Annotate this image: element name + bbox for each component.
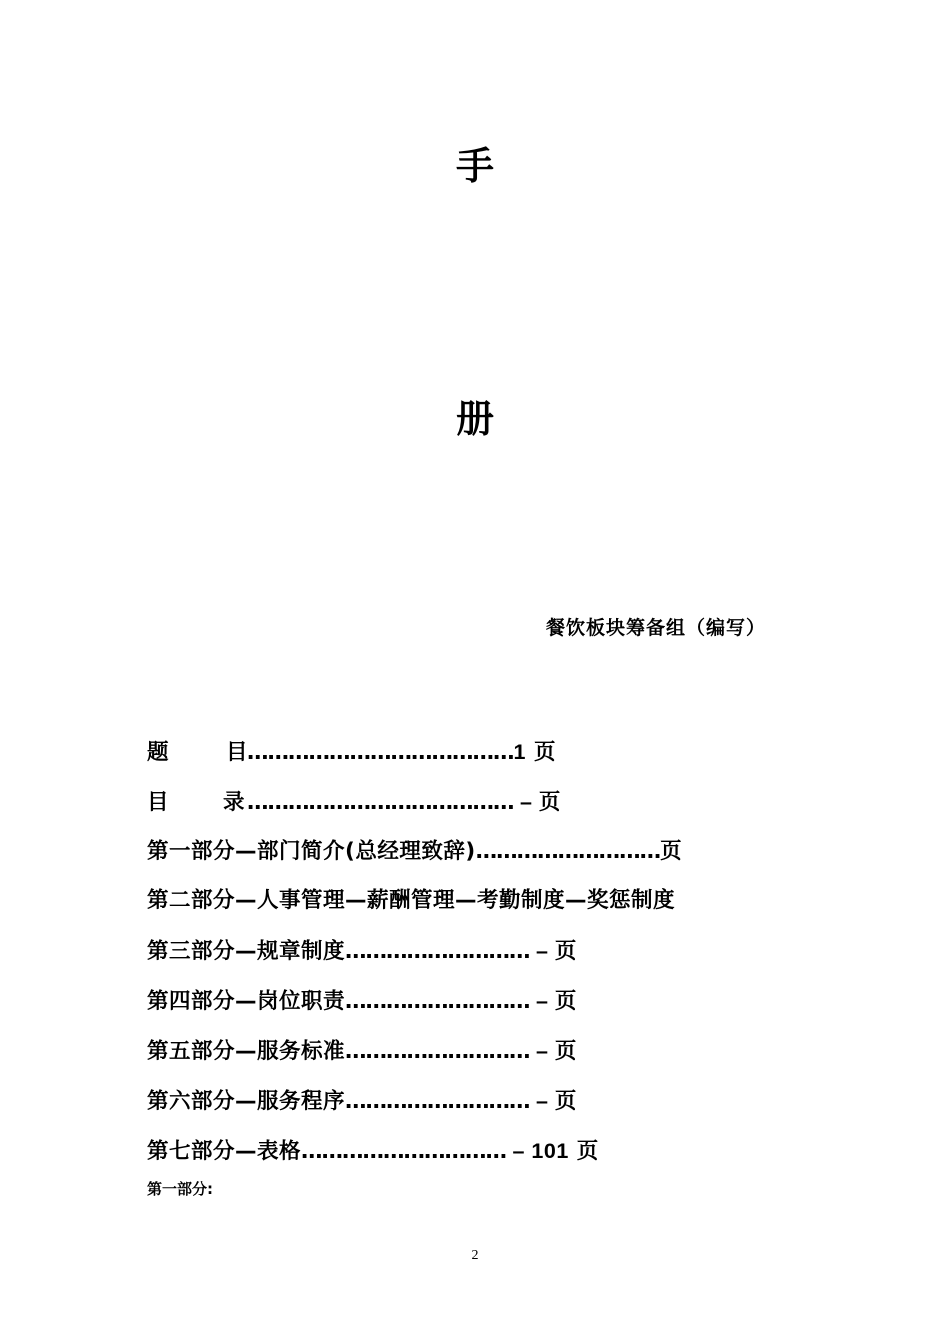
toc-item-part-4[interactable]	[147, 986, 577, 1017]
toc-text: 第七部分—表格	[147, 1139, 302, 1164]
toc-text: 第二部分—人事管理—薪酬管理—考勤制度—奖惩制度	[147, 888, 676, 913]
toc-leader: ………………………	[345, 1039, 530, 1064]
toc-unit: 页	[538, 790, 561, 815]
toc-text: 第一部分—部门简介(总经理致辞)	[147, 839, 476, 864]
toc-label-b: 目	[226, 740, 249, 765]
toc-unit: 页	[568, 1139, 599, 1164]
toc-item-part-6[interactable]	[147, 1086, 577, 1117]
toc-unit: 页	[660, 839, 683, 864]
toc-leader: ………………………	[475, 839, 661, 864]
toc-item-part-2[interactable]	[147, 886, 675, 916]
toc-page: –	[529, 939, 555, 963]
toc-page: 1	[513, 740, 526, 764]
toc-leader: …………………………	[301, 1139, 507, 1164]
toc-unit: 页	[554, 1089, 577, 1114]
toc-leader: …………………………………	[247, 740, 514, 765]
toc-item-part-3[interactable]	[147, 936, 577, 967]
toc-unit: 页	[554, 1039, 577, 1064]
toc-text: 第四部分—岗位职责	[147, 989, 346, 1014]
toc-label-b: 录	[223, 790, 246, 815]
toc-text: 第六部分—服务程序	[147, 1089, 346, 1114]
title-char-1: 手	[455, 144, 494, 188]
section-label: 第一部分:	[147, 1180, 213, 1198]
toc-item-title-page[interactable]	[147, 737, 556, 768]
toc-page: –	[529, 1089, 555, 1113]
toc-item-contents[interactable]	[147, 787, 561, 818]
toc-page: –	[513, 790, 539, 814]
title-char-2: 册	[455, 397, 494, 441]
toc-unit: 页	[554, 939, 577, 964]
toc-item-part-1[interactable]	[147, 837, 682, 867]
author-line: 餐饮板块筹备组（编写）	[546, 617, 767, 639]
toc-item-part-5[interactable]	[147, 1036, 577, 1067]
toc-page: –	[529, 989, 555, 1013]
toc-unit: 页	[525, 740, 556, 765]
toc-unit: 页	[554, 989, 577, 1014]
toc-item-part-7[interactable]	[147, 1136, 599, 1167]
toc-label-a: 目	[147, 790, 170, 815]
toc-page: –	[529, 1039, 555, 1063]
toc-text: 第三部分—规章制度	[147, 939, 346, 964]
toc-text: 第五部分—服务标准	[147, 1039, 346, 1064]
toc-leader: ………………………	[345, 1089, 530, 1114]
toc-leader: ………………………	[345, 939, 530, 964]
toc-label-a: 题	[147, 740, 170, 765]
toc-leader: ………………………	[345, 989, 530, 1014]
page-number: 2	[471, 1248, 479, 1263]
toc-page: – 101	[506, 1139, 569, 1163]
toc-leader: …………………………………	[247, 790, 514, 815]
